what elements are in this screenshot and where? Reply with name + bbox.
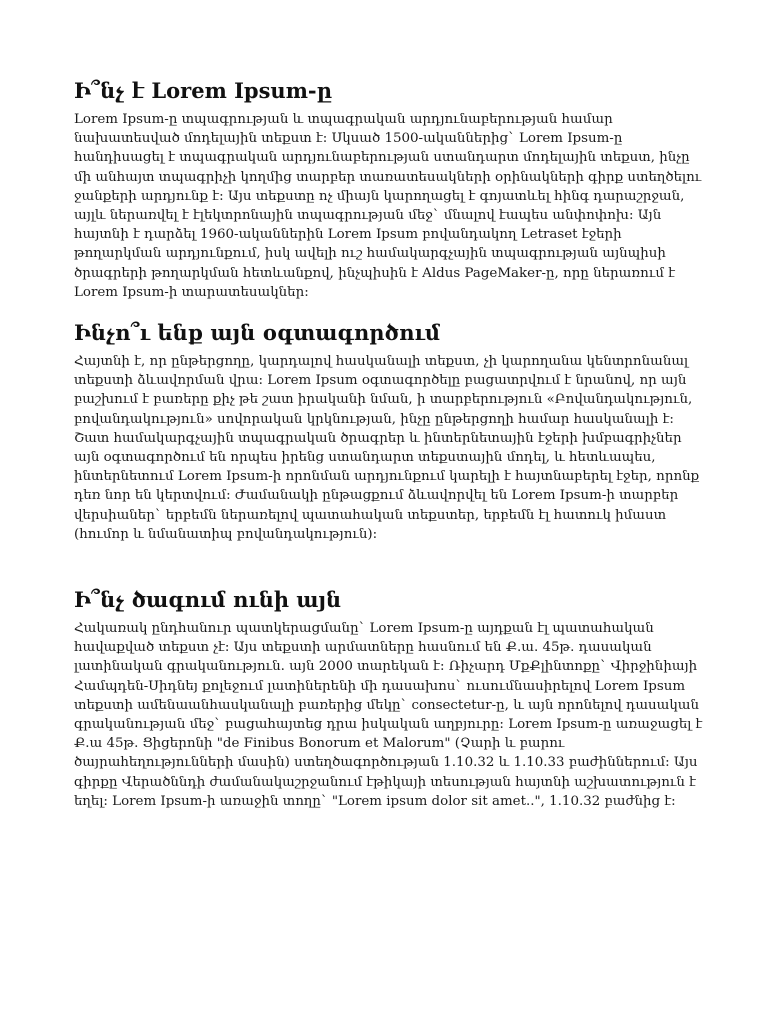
section-heading-what-is: Ի՞նչ է Lorem Ipsum-ը xyxy=(74,78,333,103)
section-paragraph-origin: Հակառակ ընդհանուր պատկերացմանը` Lorem Ipsum-ը այդքան էլ պատահական հավաքված տեքստ չէ: Այս տեքստի արմատները հասնում են Ք.ա. 45թ. դասական լատինական գրականություն. այն 2000 տարեկան է: Ռիչարդ ՄքՔլինտոքը` Վիրջինիայի Համպդեն-Սիդնեյ քոլեջում լատիներենի մի դասախոս` ուսումնասիրելով Lorem Ipsum տեքստի ամենաանհասկանալի բառերից մեկը` consectetur-ը, և այն որոնելով դասական գրականության մեջ` բացահայտեց դրա իսկական աղբյուրը: Lorem Ipsum-ը առաջացել է Ք.ա 45թ. Ցիցերոնի "de Finibus Bonorum et Malorum" (Չարի և բարու ծայրահեղությունների մասին) ստեղծագործության 1.10.32 և 1.10.33 բաժիններում: Այս գիրքը Վերածննդի ժամանակաշրջանում էթիկայի տեսության հայտնի աշխատություն է եղել: Lorem Ipsum-ի առաջին տողը` "Lorem ipsum dolor sit amet..", 1.10.32 բաժնից է: xyxy=(74,621,703,809)
section-paragraph-what-is: Lorem Ipsum-ը տպագրության և տպագրական արդյունաբերության համար նախատեսված մոդելային տեքստ է: Սկսած 1500-ականներից` Lorem Ipsum-ը հանդիսացել է տպագրական արդյունաբերության ստանդարտ մոդելային տեքստ, ինչը մի անհայտ տպագրիչի կողմից տարբեր տառատեսակների օրինակների գիրք ստեղծելու ջանքերի արդյունք է: Այս տեքստը ոչ միայն կարողացել է գոյատևել հինգ դարաշրջան, այլև ներառվել է էլեկտրոնային տպագրության մեջ` մնալով էապես անփոփոխ: Այն հայտնի է դարձել 1960-ականներին Lorem Ipsum բովանդակող Letraset էջերի թողարկման արդյունքում, իսկ ավելի ուշ համակարգչային տպագրության այնպիսի ծրագրերի թողարկման հետևանքով, ինչպիսին է Aldus PageMaker-ը, որը ներառում է Lorem Ipsum-ի տարատեսակներ: xyxy=(74,112,702,300)
section-heading-why-use: Ինչո՞ւ ենք այն օգտագործում xyxy=(74,320,441,346)
document-page xyxy=(74,78,704,811)
section-heading-origin: Ի՞նչ ծագում ունի այն xyxy=(74,587,342,613)
section-paragraph-why-use: Հայտնի է, որ ընթերցողը, կարդալով հասկանալի տեքստ, չի կարողանա կենտրոնանալ տեքստի ձևավորման վրա: Lorem Ipsum օգտագործելը բացատրվում է նրանով, որ այն բաշխում է բառերը քիչ թե շատ իրականի նման, ի տարբերություն «Բովանդակություն, բովանդակություն» սովորական կրկնության, ինչը ընթերցողի համար հասկանալի է: Շատ համակարգչային տպագրական ծրագրեր և ինտերնետային էջերի խմբագրիչներ այն օգտագործում են որպես իրենց ստանդարտ տեքստային մոդել, և հետևապես, ինտերնետում Lorem Ipsum-ի որոնման արդյունքում կարելի է հայտնաբերել էջեր, որոնք դեռ նոր են կերտվում: Ժամանակի ընթացքում ձևավորվել են Lorem Ipsum-ի տարբեր վերսիաներ` երբեմն ներառելով պատահական տեքստեր, երբեմն էլ հատուկ իմաստ (հումոր և նմանատիպ բովանդակություն): xyxy=(74,354,700,542)
